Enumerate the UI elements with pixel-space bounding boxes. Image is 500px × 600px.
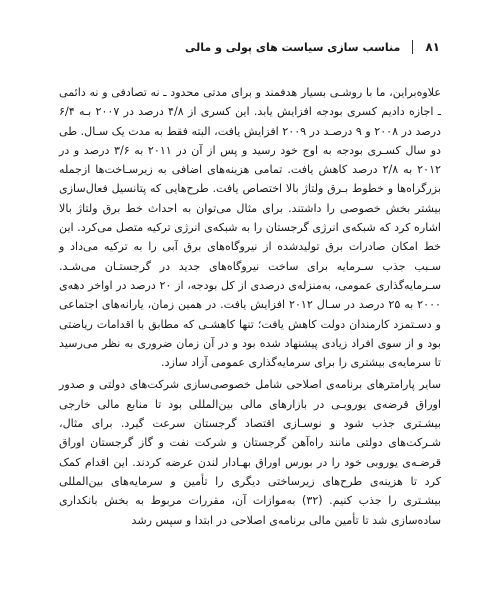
paragraph: سایر پارامترهای برنامه‌ی اصلاحی شامل خصوصی‌سازی شرکت‌های دولتی و صدور اوراق قرضه‌ی یوروبـی در بازارهای مالی بین‌المللی بود تا منابع مالی خارجی بیشـتری جذب شود و نوسـازی اقتصاد گرجستان سرعت گیرد. برای مثال، شـرکت‌های دولتی مانند راه‌آهن گرجستان و شرکت نفت و گاز گرجستان اوراق قرضـه‌ی یوروبی خود را در بورس اوراق بهـادار لندن عرضه کردند. این اقدام کمک کرد تا هزینه‌ی طرح‌های زیرساختی دیگری را تأمین و سرمایه‌های بین‌المللی بیشـتری را جذب کنیم. (۳۲) به‌موازات آن، مقررات مربوط به بخش بانکداری ساده‌سازی شد تا تأمین مالی برنامه‌ی اصلاحی در ابتدا و سپس رشد xyxy=(59,378,441,527)
paragraph: علاوه‌براین، ما با روشـی بسیار هدفمند و برای مدتی محدود ـ نه تصادفی و نه دائمی ـ اجازه دادیم کسری بودجه افزایش یابد. این کسری از ۴/۸ درصد در ۲۰۰۷ بـه ۶/۴ درصد در ۲۰۰۸ و ۹ درصـد در ۲۰۰۹ افزایش یافت، البته فقط به مدت یک سـال. طی دو سال کسـری بودجه به اوج خود رسید و پس از آن در ۲۰۱۱ به ۳/۶ درصد و در ۲۰۱۲ به ۲/۸ درصد کاهش یافت. تمامی هزینه‌های اضافی به زیرسـاخت‌ها ازجمله بزرگراه‌ها و خطوط بـرق ولتاژ بالا اختصاص یافت. طرح‌هایی که پتانسیل فعال‌سازی بیشتر بخش خصوصی را داشتند. برای مثال می‌توان به احداث خط برق ولتاژ بالا اشاره کرد که شبکه‌ی انرژی گرجستان را به شبکه‌ی انرژی ترکیه متصل می‌کرد. این خط امکان صادرات برق تولیدشده از نیروگاه‌های برق آبی را به ترکیه می‌داد و سـبب جذب سـرمایه برای ساخت نیروگاه‌های جدید در گرجستـان می‌شـد. سـرمایه‌گذاری عمومی، به‌منزله‌ی درصدی از کل بودجه، از ۲۰ درصد در اواخر دهه‌ی ۲۰۰۰ به ۲۵ درصد در سـال ۲۰۱۲ افزایش یافت. در همین زمان، یارانه‌های اجتماعی و دسـتمزد کارمندان دولت کاهش یافت؛ تنها کاهشـی که مطابق با اقدامات ریاضتی بود و از سوی افراد زیادی پیشنهاد شده بود و در آن زمان ضروری به نظر می‌رسید تا سرمایه‌ی بیشتری را برای سرمایه‌گذاری عمومی آزاد سازد. xyxy=(59,86,442,370)
running-title: مناسب سازی سیاست های پولی و مالی xyxy=(185,40,401,54)
header-divider xyxy=(412,40,413,54)
running-header xyxy=(60,38,440,56)
page-number: ۸۱ xyxy=(425,40,440,54)
body-text xyxy=(59,83,441,530)
